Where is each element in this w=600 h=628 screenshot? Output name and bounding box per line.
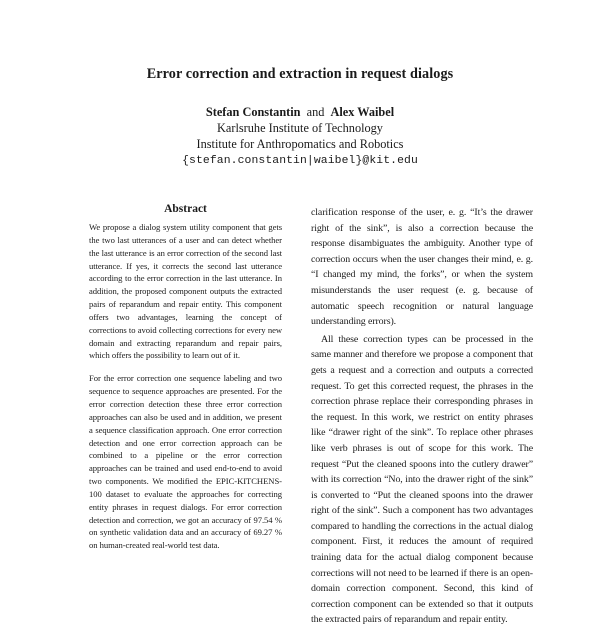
body-paragraph-2: All these correction types can be processed in the same manner and therefore we propose a component that gets a request and a correction and outputs a corrected request. To get this corrected request, the phrases in the correction phrase replace their corresponding phrases in the request. In this work, we restrict on entity phrases like “drawer right of the sink”. To replace other phrases like verb phrases is out of scope for this work. The request “Put the cleaned spoons into the cutlery drawer” with its correction “No, into the drawer right of the sink” is converted to “Put the cleaned spoons into the drawer right of the sink”. Such a component has two advantages compared to handling the corrections in the actual dialog component. First, it reduces the amount of required training data for the actual dialog component because corrections will not need to be learned if there is an open-domain correction component. Second, this kind of correction component can be extended so that it outputs the extracted pairs of reparandum and repair entity. bbox=[311, 333, 533, 626]
author-email: {stefan.constantin|waibel}@kit.edu bbox=[182, 154, 418, 167]
left-column bbox=[89, 203, 282, 552]
affiliation-line-2: Institute for Anthropomatics and Robotics bbox=[196, 137, 404, 152]
abstract-paragraph-1: We propose a dialog system utility component that gets the two last utterances of a user and can detect whether the last utterance is an error correction of the second last utterance. If yes, it corrects the second last utterance according to the error correction in the last utterance. In addition, the proposed component outputs the extracted pairs of reparandum and repair entity. This component offers two advantages, learning the concept of corrections to avoid collecting corrections for every new domain and extracting reparandum and repair pairs, which offers the possibility to learn out of it. bbox=[89, 222, 282, 361]
author-block bbox=[0, 104, 600, 169]
right-column bbox=[311, 205, 533, 628]
author-names bbox=[0, 104, 600, 120]
paper-title: Error correction and extraction in request dialogs bbox=[146, 66, 454, 82]
body-paragraph-1: clarification response of the user, e. g. “It’s the drawer right of the sink”, is also a correction because the response disambiguates the ambiguity. Another type of correction occurs when the user changes their mind, e. g. “I changed my mind, the forks”, or when the system misunderstands the user request (e. g. because of automatic speech recognition or natural language understanding errors). bbox=[311, 207, 533, 328]
affiliation-line-1: Karlsruhe Institute of Technology bbox=[217, 121, 383, 136]
author-conjunction: and bbox=[306, 105, 325, 119]
abstract-heading: Abstract bbox=[164, 203, 207, 215]
author-name-1: Stefan Constantin bbox=[205, 105, 301, 119]
abstract-paragraph-2: For the error correction one sequence labeling and two sequence to sequence approaches are presented. For the error correction detection these three error correction approaches can also be used and in addition, we present a sequence classification approach. One error correction detection and one error correction approach can be combined to a pipeline or the error correction approaches can be trained and used end-to-end to avoid two components. We modified the EPIC-KITCHENS-100 dataset to evaluate the approaches for correcting entity phrases in request dialogs. For error correction detection and correction, we got an accuracy of 97.54 % on synthetic validation data and an accuracy of 69.27 % on human-created real-world test data. bbox=[89, 373, 282, 551]
author-name-2: Alex Waibel bbox=[330, 105, 395, 119]
